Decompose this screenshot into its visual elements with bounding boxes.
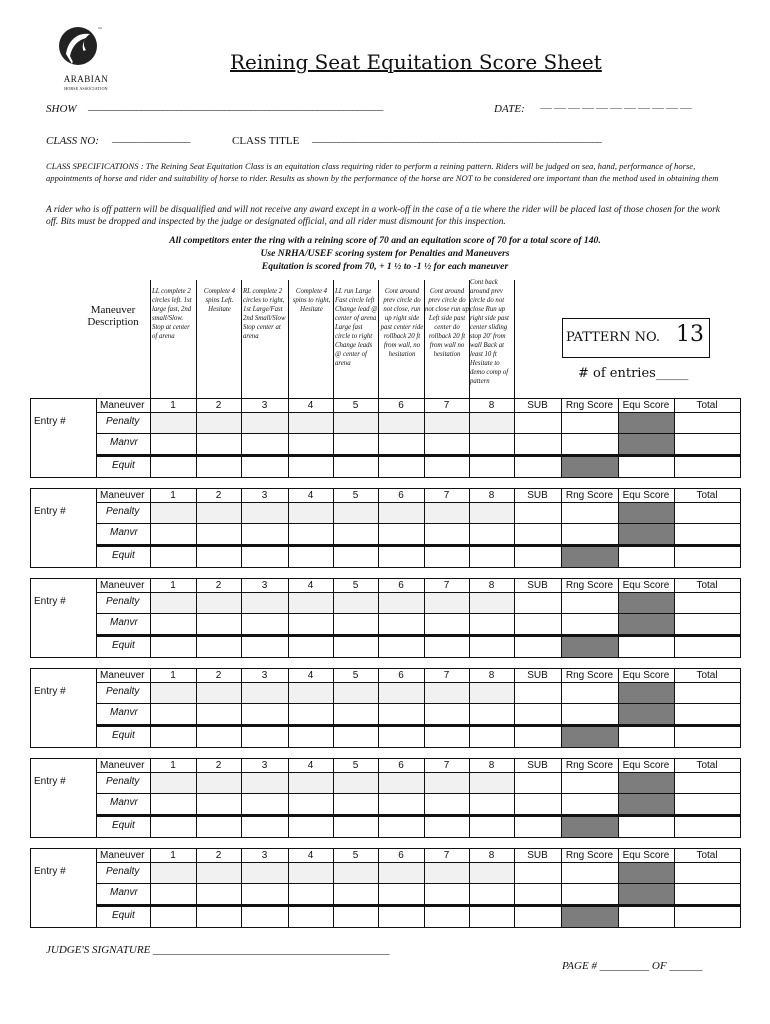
sub-column: SUB (527, 850, 548, 861)
manvr-row-label: Manvr (110, 437, 138, 448)
logo-subtext: HORSE ASSOCIATION (64, 86, 108, 91)
maneuver-column-7: 7 (443, 400, 450, 411)
equ-score-column: Equ Score (622, 400, 670, 411)
pattern-number: 13 (676, 322, 704, 347)
equit-row-label: Equit (112, 730, 135, 741)
equ-score-column: Equ Score (622, 850, 670, 861)
show-label: SHOW (46, 103, 77, 115)
maneuver-column-3: 3 (261, 670, 268, 681)
page-number: PAGE # _________ OF ______ (562, 960, 703, 972)
maneuver-column-2: 2 (215, 400, 222, 411)
maneuver-2-description: Complete 4 spins Left. Hesitate (203, 288, 236, 313)
maneuver-column-8: 8 (488, 670, 495, 681)
maneuver-column-7: 7 (443, 850, 450, 861)
sub-column: SUB (527, 670, 548, 681)
entry-label: Entry # (34, 866, 66, 877)
maneuver-column-3: 3 (261, 580, 268, 591)
maneuver-8-description: Cont back around prev circle do not close Run up right side past center sliding stop 20' from wall Back at least 10 ft Hesitate to demo comp of pattern (470, 279, 509, 385)
rng-score-column: Rng Score (565, 490, 614, 501)
rng-score-column: Rng Score (565, 670, 614, 681)
equ-score-column: Equ Score (622, 580, 670, 591)
maneuver-column-8: 8 (488, 580, 495, 591)
maneuver-column-5: 5 (352, 760, 359, 771)
sub-column: SUB (527, 760, 548, 771)
maneuver-column-4: 4 (307, 760, 314, 771)
maneuver-column-6: 6 (398, 490, 404, 501)
total-column: Total (696, 400, 718, 411)
logo-wordmark: ARABIAN (63, 74, 109, 84)
maneuver-column-8: 8 (488, 760, 495, 771)
rng-score-column: Rng Score (565, 580, 614, 591)
maneuver-column-1: 1 (170, 490, 176, 501)
maneuver-column-5: 5 (352, 670, 359, 681)
maneuver-column-7: 7 (443, 580, 450, 591)
class-no-label: CLASS NO: (46, 135, 99, 147)
equ-score-column: Equ Score (622, 670, 670, 681)
maneuver-row-label: Maneuver (100, 400, 145, 411)
maneuver-row-label: Maneuver (100, 490, 145, 501)
class-title-label: CLASS TITLE (232, 135, 300, 147)
entries-count[interactable]: # of entries_____ (578, 366, 689, 381)
maneuver-5-description: LL run Large Fast circle left Change lead @ center of arena Large fast circle to right Change leads @ center of arena (335, 288, 378, 367)
manvr-row-label: Manvr (110, 797, 138, 808)
equ-score-column: Equ Score (622, 490, 670, 501)
manvr-row-label: Manvr (110, 617, 138, 628)
maneuver-column-3: 3 (261, 490, 268, 501)
manvr-row-label: Manvr (110, 887, 138, 898)
maneuver-column-4: 4 (307, 670, 314, 681)
maneuver-column-1: 1 (170, 850, 176, 861)
total-column: Total (696, 670, 718, 681)
maneuver-column-3: 3 (261, 760, 268, 771)
pattern-label: PATTERN NO. (566, 330, 661, 345)
entry-label: Entry # (34, 686, 66, 697)
maneuver-row-label: Maneuver (100, 670, 145, 681)
maneuver-column-6: 6 (398, 580, 404, 591)
maneuver-column-7: 7 (443, 760, 450, 771)
penalty-row-label: Penalty (106, 866, 140, 877)
maneuver-column-2: 2 (215, 670, 222, 681)
maneuver-column-6: 6 (398, 760, 404, 771)
scoring-note-2: Use NRHA/USEF scoring system for Penalties and Maneuvers (260, 248, 510, 259)
equ-score-column: Equ Score (622, 760, 670, 771)
rng-score-column: Rng Score (565, 850, 614, 861)
maneuver-column-5: 5 (352, 580, 359, 591)
maneuver-column-3: 3 (261, 850, 268, 861)
maneuver-column-4: 4 (307, 580, 314, 591)
maneuver-column-8: 8 (488, 400, 495, 411)
maneuver-1-description: LL complete 2 circles left. 1st large fast, 2nd small/Slow. Stop at center of arena (152, 288, 192, 340)
date-label: DATE: (494, 103, 525, 115)
equit-row-label: Equit (112, 640, 135, 651)
class-title-field[interactable]: _________________________________________________________________ (312, 133, 602, 144)
maneuver-column-4: 4 (307, 850, 314, 861)
maneuver-6-description: Cont around prev circle do not close, run up right side past center ride rollback 20 ft from wall, no hesitation (380, 288, 424, 358)
maneuver-column-2: 2 (215, 850, 222, 861)
maneuver-column-6: 6 (398, 670, 404, 681)
maneuver-column-5: 5 (352, 490, 359, 501)
penalty-row-label: Penalty (106, 776, 140, 787)
maneuver-column-7: 7 (443, 490, 450, 501)
maneuver-column-2: 2 (215, 490, 222, 501)
entry-label: Entry # (34, 596, 66, 607)
class-no-field[interactable]: _________________ (112, 133, 191, 144)
equit-row-label: Equit (112, 910, 135, 921)
show-field[interactable]: ___________________________________________________________________ (88, 101, 383, 112)
maneuver-row-label: Maneuver (100, 580, 145, 591)
sub-column: SUB (527, 580, 548, 591)
maneuver-4-description: Complete 4 spins to right, Hesitate (292, 288, 331, 313)
disqualification-rule: A rider who is off pattern will be disqualified and will not receive any award except in a work-off in the case of a tie where the rider will be placed last of those chosen for the work off. Bits must be dropped and inspected by the judge or designated official, and all rider must dismount for this inspection. (46, 205, 720, 227)
sub-column: SUB (527, 490, 548, 501)
maneuver-description-label: Maneuver Description (87, 304, 139, 328)
maneuver-column-4: 4 (307, 490, 314, 501)
equit-row-label: Equit (112, 550, 135, 561)
equit-row-label: Equit (112, 460, 135, 471)
maneuver-column-6: 6 (398, 850, 404, 861)
maneuver-column-5: 5 (352, 400, 359, 411)
maneuver-column-8: 8 (488, 850, 495, 861)
maneuver-7-description: Cont around prev circle do not close run up Left side past center do rollback 20 ft from wall no hesitation (425, 288, 469, 358)
class-specifications: CLASS SPECIFICATIONS : The Reining Seat Equitation Class is an equitation class requiring rider to perform a reining pattern. Riders will be judged on sea, hand, performance of horse, appointments of horse and rider and suitability of horse to rider. Results as shown by the performance of the horse are NOT to be considered ore important than the method used in obtaining them (46, 161, 719, 183)
scoring-note-1: All competitors enter the ring with a reining score of 70 and an equitation score of 70 for a total score of 140. (169, 235, 601, 246)
equit-row-label: Equit (112, 820, 135, 831)
maneuver-column-1: 1 (170, 670, 176, 681)
judge-signature[interactable]: JUDGE'S SIGNATURE ___________________________________________ (46, 944, 390, 956)
maneuver-column-6: 6 (398, 400, 404, 411)
maneuver-column-1: 1 (170, 580, 176, 591)
scoring-note-3: Equitation is scored from 70, + 1 ½ to -1 ½ for each maneuver (261, 261, 509, 272)
penalty-row-label: Penalty (106, 416, 140, 427)
maneuver-column-4: 4 (307, 400, 314, 411)
maneuver-column-1: 1 (170, 400, 176, 411)
maneuver-column-1: 1 (170, 760, 176, 771)
maneuver-row-label: Maneuver (100, 850, 145, 861)
total-column: Total (696, 580, 718, 591)
page-title: Reining Seat Equitation Score Sheet (230, 50, 602, 74)
maneuver-column-7: 7 (443, 670, 450, 681)
maneuver-column-2: 2 (215, 580, 222, 591)
maneuver-column-8: 8 (488, 490, 495, 501)
svg-text:™: ™ (98, 26, 102, 31)
manvr-row-label: Manvr (110, 527, 138, 538)
entry-label: Entry # (34, 506, 66, 517)
maneuver-row-label: Maneuver (100, 760, 145, 771)
total-column: Total (696, 490, 718, 501)
entry-label: Entry # (34, 416, 66, 427)
total-column: Total (696, 760, 718, 771)
maneuver-column-3: 3 (261, 400, 268, 411)
penalty-row-label: Penalty (106, 686, 140, 697)
maneuver-3-description: RL complete 2 circles to right, 1st Large/Fast 2nd Small/Slow Stop center at arena (243, 288, 286, 340)
total-column: Total (696, 850, 718, 861)
rng-score-column: Rng Score (565, 760, 614, 771)
maneuver-column-2: 2 (215, 760, 222, 771)
entry-label: Entry # (34, 776, 66, 787)
sub-column: SUB (527, 400, 548, 411)
manvr-row-label: Manvr (110, 707, 138, 718)
rng-score-column: Rng Score (565, 400, 614, 411)
penalty-row-label: Penalty (106, 596, 140, 607)
date-field[interactable]: ___ ___ ___ ___ ___ ___ ___ ___ ___ ___ ___ (540, 101, 692, 110)
maneuver-column-5: 5 (352, 850, 359, 861)
penalty-row-label: Penalty (106, 506, 140, 517)
